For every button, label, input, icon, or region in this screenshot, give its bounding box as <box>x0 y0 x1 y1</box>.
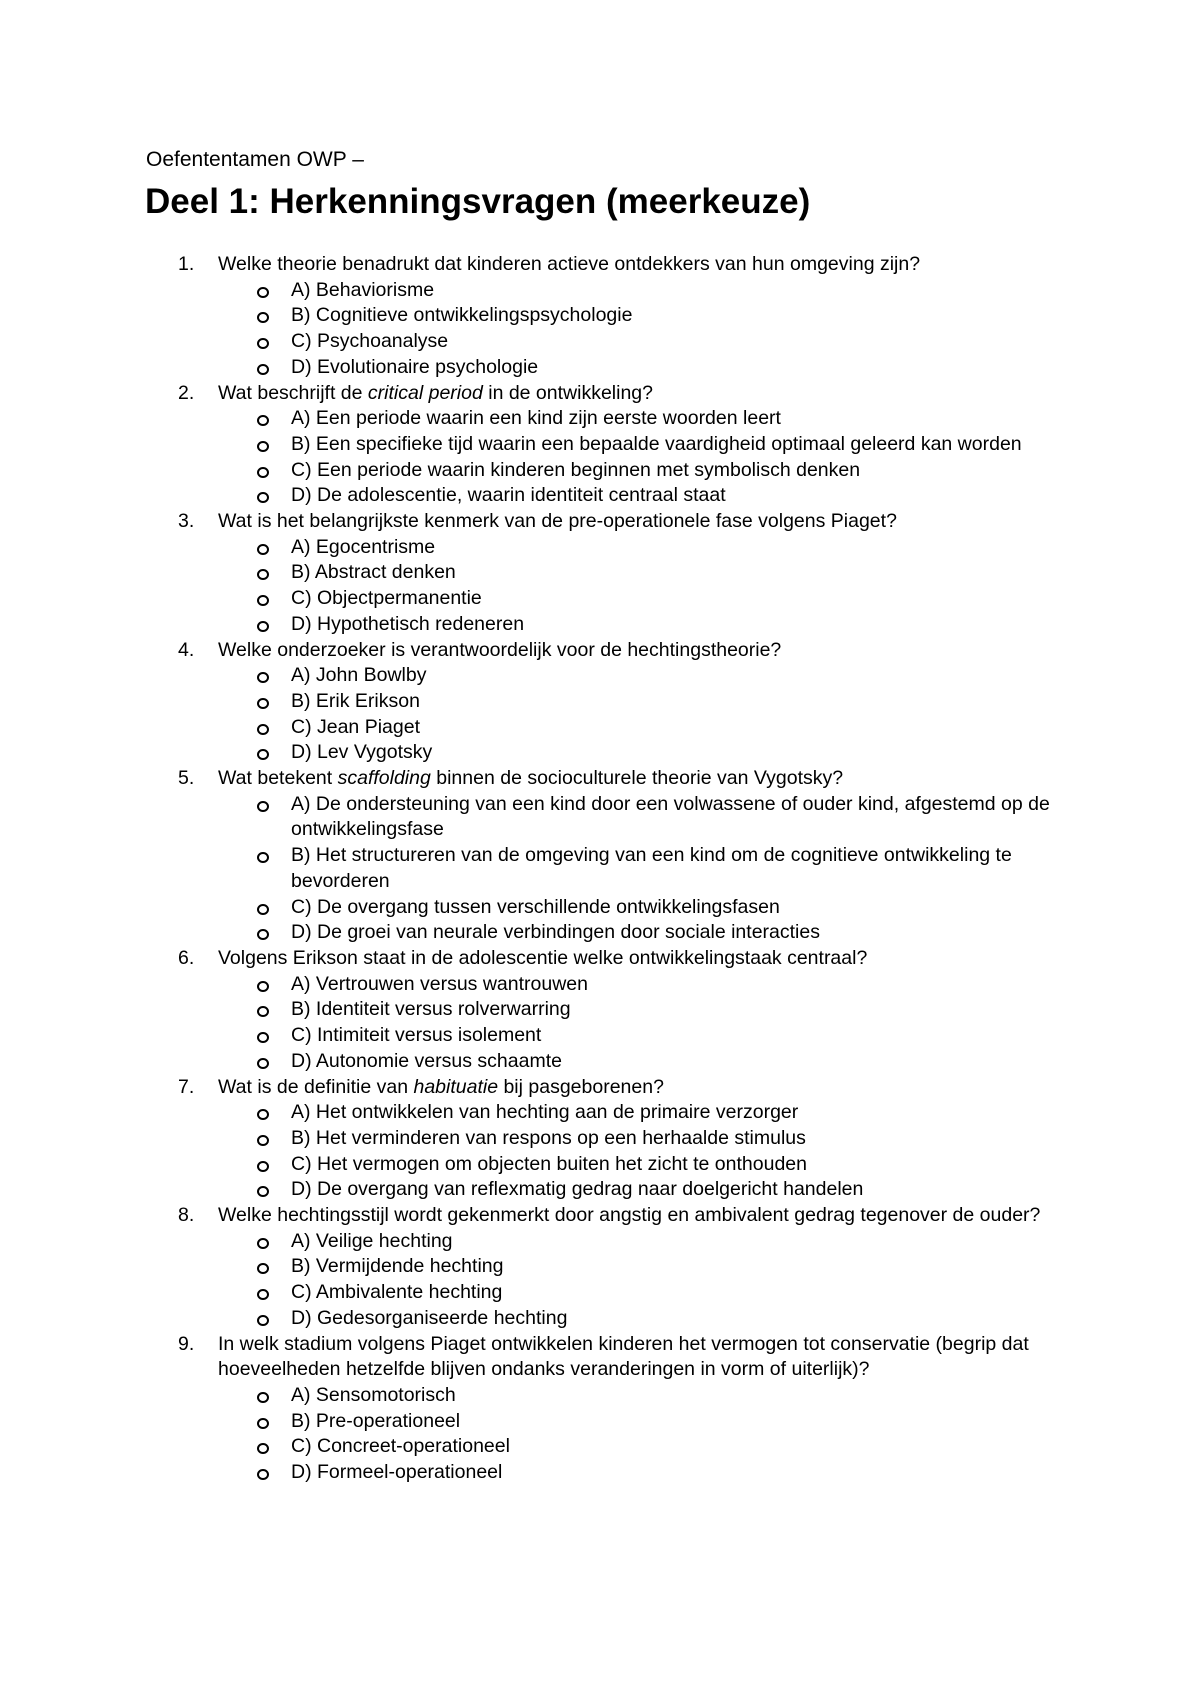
answer-option-text: B) Pre-operationeel <box>291 1409 461 1432</box>
circle-bullet-icon <box>257 1161 269 1172</box>
answer-option-text: A) Een periode waarin een kind zijn eerste woorden leert <box>291 407 781 430</box>
answer-option-text: A) Egocentrisme <box>291 535 436 558</box>
question-item <box>0 946 1200 1075</box>
circle-bullet-icon <box>257 981 269 992</box>
circle-bullet-icon <box>257 1392 269 1403</box>
answer-option-text: B) Vermijdende hechting <box>291 1255 504 1278</box>
answer-option-text: C) Jean Piaget <box>291 715 420 738</box>
answer-option-text: C) Objectpermanentie <box>291 587 482 610</box>
question-number: 2. <box>178 381 195 404</box>
option-list <box>0 1383 1200 1486</box>
question-item <box>0 381 1200 510</box>
question-number: 4. <box>178 638 195 661</box>
answer-option-text: D) De adolescentie, waarin identiteit centraal staat <box>291 484 726 507</box>
answer-option <box>291 560 1061 586</box>
option-list <box>0 972 1200 1075</box>
answer-option <box>291 1306 1061 1332</box>
option-list <box>0 406 1200 509</box>
answer-option <box>291 740 1061 766</box>
question-emphasis: scaffolding <box>337 767 431 790</box>
answer-option <box>291 1460 1061 1486</box>
question-number: 8. <box>178 1204 195 1227</box>
answer-option <box>291 1383 1061 1409</box>
answer-option <box>291 612 1061 638</box>
answer-option-text: D) Autonomie versus schaamte <box>291 1049 562 1072</box>
circle-bullet-icon <box>257 1469 269 1480</box>
answer-option <box>291 663 1061 689</box>
answer-option <box>291 329 1061 355</box>
circle-bullet-icon <box>257 749 269 760</box>
circle-bullet-icon <box>257 904 269 915</box>
answer-option-text: D) Formeel-operationeel <box>291 1461 503 1484</box>
answer-option <box>291 895 1061 921</box>
question-text <box>218 946 1068 972</box>
answer-option <box>291 1409 1061 1435</box>
answer-option <box>291 432 1061 458</box>
question-text <box>218 509 1068 535</box>
circle-bullet-icon <box>257 544 269 555</box>
answer-option-text: B) Erik Erikson <box>291 689 420 712</box>
circle-bullet-icon <box>257 1418 269 1429</box>
answer-option <box>291 1177 1061 1203</box>
answer-option-text: C) Ambivalente hechting <box>291 1281 503 1304</box>
answer-option <box>291 535 1061 561</box>
question-item <box>0 638 1200 767</box>
answer-option <box>291 483 1061 509</box>
question-text-part: Wat is de definitie van <box>218 1075 414 1098</box>
circle-bullet-icon <box>257 1135 269 1146</box>
question-text-part: Wat beschrijft de <box>218 381 368 404</box>
answer-option <box>291 1254 1061 1280</box>
answer-option-text: A) Sensomotorisch <box>291 1383 456 1406</box>
question-number: 6. <box>178 946 195 969</box>
question-text-part: In welk stadium volgens Piaget ontwikkelen kinderen het vermogen tot conservatie (begrip dat hoeveelheden hetzelfde blijven ondanks veranderingen in vorm of uiterlijk)? <box>218 1332 1029 1381</box>
answer-option-text: A) Vertrouwen versus wantrouwen <box>291 972 588 995</box>
answer-option <box>291 972 1061 998</box>
answer-option-text: B) Het structureren van de omgeving van een kind om de cognitieve ontwikkeling te bevorderen <box>291 844 1012 892</box>
answer-option-text: A) Veilige hechting <box>291 1229 453 1252</box>
option-list <box>0 1229 1200 1332</box>
answer-option-text: A) Het ontwikkelen van hechting aan de primaire verzorger <box>291 1101 799 1124</box>
circle-bullet-icon <box>257 467 269 478</box>
question-number: 9. <box>178 1332 195 1355</box>
answer-option-text: C) De overgang tussen verschillende ontwikkelingsfasen <box>291 895 780 918</box>
answer-option <box>291 1229 1061 1255</box>
question-text <box>218 1332 1068 1383</box>
question-text-part: Welke theorie benadrukt dat kinderen actieve ontdekkers van hun omgeving zijn? <box>218 253 921 275</box>
section-heading: Deel 1: Herkenningsvragen (meerkeuze) <box>145 182 811 221</box>
circle-bullet-icon <box>257 672 269 683</box>
answer-option <box>291 586 1061 612</box>
option-list <box>0 535 1200 638</box>
answer-option-text: C) Concreet-operationeel <box>291 1435 510 1458</box>
circle-bullet-icon <box>257 1289 269 1300</box>
circle-bullet-icon <box>257 364 269 375</box>
question-text-part: Welke hechtingsstijl wordt gekenmerkt door angstig en ambivalent gedrag tegenover de ouder? <box>218 1204 1041 1227</box>
question-text-part: Wat is het belangrijkste kenmerk van de pre-operationele fase volgens Piaget? <box>218 510 897 533</box>
answer-option <box>291 1049 1061 1075</box>
answer-option <box>291 355 1061 381</box>
circle-bullet-icon <box>257 1058 269 1069</box>
answer-option <box>291 1126 1061 1152</box>
answer-option-text: D) De overgang van reflexmatig gedrag naar doelgericht handelen <box>291 1178 864 1201</box>
question-text-part: Volgens Erikson staat in de adolescentie welke ontwikkelingstaak centraal? <box>218 946 868 969</box>
question-emphasis: critical period <box>367 381 483 404</box>
question-item <box>0 1075 1200 1204</box>
circle-bullet-icon <box>257 621 269 632</box>
answer-option <box>291 303 1061 329</box>
circle-bullet-icon <box>257 801 269 812</box>
answer-option <box>291 1280 1061 1306</box>
question-number: 1. <box>178 253 195 275</box>
question-item <box>0 1332 1200 1486</box>
answer-option-text: B) Het verminderen van respons op een herhaalde stimulus <box>291 1126 806 1149</box>
circle-bullet-icon <box>257 1032 269 1043</box>
circle-bullet-icon <box>257 929 269 940</box>
question-text-part: Welke onderzoeker is verantwoordelijk voor de hechtingstheorie? <box>218 638 782 661</box>
question-number: 7. <box>178 1075 195 1098</box>
circle-bullet-icon <box>257 1263 269 1274</box>
answer-option-text: D) Lev Vygotsky <box>291 741 433 764</box>
option-list <box>0 792 1200 946</box>
question-list <box>0 252 1200 1486</box>
answer-option-text: A) De ondersteuning van een kind door een volwassene of ouder kind, afgestemd op de ontwikkelingsfase <box>291 792 1050 841</box>
answer-option-text: D) De groei van neurale verbindingen door sociale interacties <box>291 921 820 944</box>
answer-option <box>291 997 1061 1023</box>
circle-bullet-icon <box>257 1315 269 1326</box>
answer-option-text: A) Behaviorisme <box>291 278 435 301</box>
question-item <box>0 252 1200 381</box>
question-item <box>0 1203 1200 1332</box>
answer-option-text: C) Een periode waarin kinderen beginnen met symbolisch denken <box>291 458 861 481</box>
answer-option-text: B) Cognitieve ontwikkelingspsychologie <box>291 304 633 327</box>
answer-option <box>291 792 1061 843</box>
circle-bullet-icon <box>257 1006 269 1017</box>
circle-bullet-icon <box>257 724 269 735</box>
answer-option-text: D) Hypothetisch redeneren <box>291 612 525 635</box>
circle-bullet-icon <box>257 1109 269 1120</box>
circle-bullet-icon <box>257 698 269 709</box>
question-item <box>0 766 1200 946</box>
question-text <box>218 252 1068 278</box>
answer-option-text: C) Psychoanalyse <box>291 330 449 353</box>
question-text-part: in de ontwikkeling? <box>482 381 653 404</box>
option-list <box>0 663 1200 766</box>
question-text <box>218 766 1068 792</box>
answer-option <box>291 406 1061 432</box>
question-text <box>218 1075 1068 1101</box>
answer-option-text: D) Evolutionaire psychologie <box>291 355 539 378</box>
circle-bullet-icon <box>257 569 269 580</box>
question-text <box>218 1203 1068 1229</box>
answer-option <box>291 689 1061 715</box>
option-list <box>0 1100 1200 1203</box>
question-text <box>218 638 1068 664</box>
question-text-part: bij pasgeborenen? <box>498 1075 664 1098</box>
question-text <box>218 381 1068 407</box>
question-number: 5. <box>178 767 195 790</box>
answer-option <box>291 1023 1061 1049</box>
answer-option <box>291 458 1061 484</box>
circle-bullet-icon <box>257 441 269 452</box>
question-text-part: Wat betekent <box>218 767 338 790</box>
circle-bullet-icon <box>257 338 269 349</box>
question-text-part: binnen de socioculturele theorie van Vygotsky? <box>430 767 844 790</box>
answer-option-text: B) Identiteit versus rolverwarring <box>291 998 571 1021</box>
circle-bullet-icon <box>257 415 269 426</box>
answer-option <box>291 843 1061 894</box>
document-pretitle: Oefententamen OWP – <box>146 148 364 171</box>
question-item <box>0 509 1200 638</box>
answer-option-text: A) John Bowlby <box>291 664 427 687</box>
circle-bullet-icon <box>257 312 269 323</box>
answer-option-text: C) Het vermogen om objecten buiten het zicht te onthouden <box>291 1152 807 1175</box>
answer-option <box>291 715 1061 741</box>
circle-bullet-icon <box>257 1186 269 1197</box>
circle-bullet-icon <box>257 492 269 503</box>
circle-bullet-icon <box>257 287 269 298</box>
circle-bullet-icon <box>257 1443 269 1454</box>
answer-option-text: D) Gedesorganiseerde hechting <box>291 1306 568 1329</box>
answer-option <box>291 1152 1061 1178</box>
answer-option-text: C) Intimiteit versus isolement <box>291 1024 542 1047</box>
circle-bullet-icon <box>257 852 269 863</box>
answer-option <box>291 278 1061 304</box>
answer-option <box>291 1100 1061 1126</box>
circle-bullet-icon <box>257 1238 269 1249</box>
answer-option <box>291 1434 1061 1460</box>
answer-option <box>291 920 1061 946</box>
answer-option-text: B) Abstract denken <box>291 561 456 584</box>
option-list <box>0 278 1200 381</box>
question-number: 3. <box>178 510 195 533</box>
answer-option-text: B) Een specifieke tijd waarin een bepaalde vaardigheid optimaal geleerd kan worden <box>291 432 1022 455</box>
circle-bullet-icon <box>257 595 269 606</box>
question-emphasis: habituatie <box>413 1075 499 1098</box>
